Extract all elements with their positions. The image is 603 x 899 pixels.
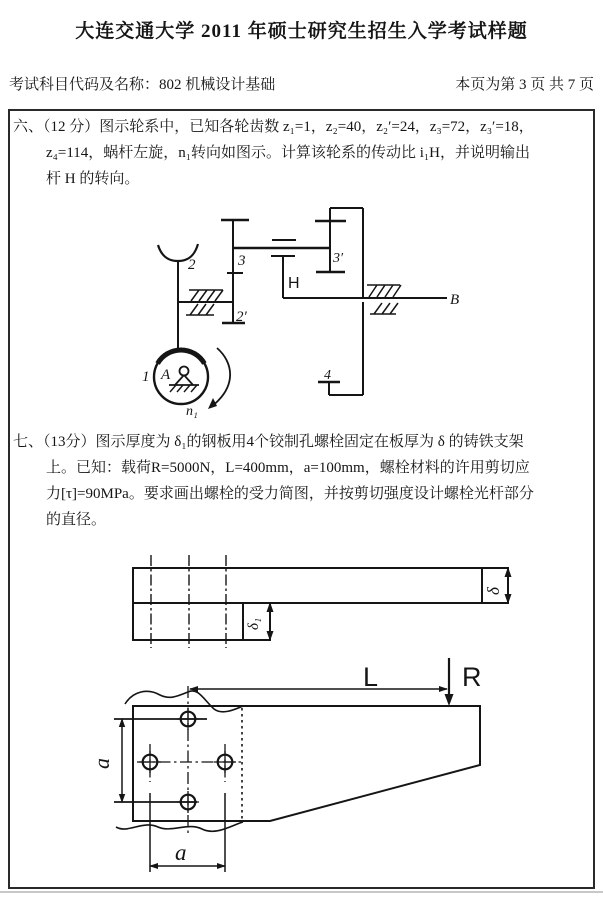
problem-7-line-4: 的直径。	[46, 512, 107, 528]
carrier-H	[233, 240, 459, 308]
bolt-top	[177, 708, 199, 730]
shaft-2p-3	[221, 220, 249, 325]
side-view	[133, 555, 512, 648]
page-title: 大连交通大学 2011 年硕士研究生招生入学考试样题	[75, 21, 528, 42]
delta1-label: δ₁	[246, 617, 262, 630]
worm-1	[142, 348, 230, 419]
extension-lines-horizontal	[114, 719, 207, 802]
dimension-a-bottom	[149, 840, 226, 869]
rotation-arrow	[211, 348, 230, 407]
break-line-bottom	[116, 822, 243, 831]
dim-a-bottom-label: a	[175, 840, 187, 865]
n1-label: n₁	[186, 404, 198, 419]
carrier-h-label: H	[288, 275, 300, 292]
page-bottom-rule	[0, 891, 603, 893]
problem-7-line-3: 力[τ]=90MPa。要求画出螺栓的受力简图，并按剪切强度设计螺栓光杆部分	[46, 486, 534, 502]
force-R	[445, 658, 482, 706]
problem-7-text	[13, 429, 593, 533]
dimension-a-left	[89, 718, 125, 803]
shaft-b-label: B	[450, 292, 460, 308]
worm-1-label: 1	[142, 369, 150, 385]
wheel-2-label: 2	[188, 257, 196, 273]
gear-train-diagram	[0, 195, 603, 427]
subject-code-label: 考试科目代码及名称：802 机械设计基础	[9, 77, 276, 93]
pivot-a-icon	[180, 367, 189, 376]
left-bearing	[178, 290, 233, 315]
gear-4-label: 4	[324, 368, 331, 383]
problem-6-line-3: 杆 H 的转向。	[46, 171, 140, 187]
horizontal-centerlines	[137, 744, 242, 782]
dimension-L	[189, 662, 448, 692]
gear-3p-label: 3′	[333, 251, 344, 266]
gear-2p-label: 2′	[236, 309, 247, 325]
bolt-right	[214, 751, 236, 773]
delta-label: δ	[484, 587, 503, 595]
problem-7-line-1: 七、（13分）图示厚度为 δ₁的钢板用4个铰制孔螺栓固定在板厚为 δ 的铸铁支架	[13, 434, 524, 450]
header-row	[9, 73, 594, 94]
dim-a-left-label: a	[89, 758, 114, 769]
shaft-3p-4	[315, 208, 363, 395]
bolted-bracket-diagram	[0, 548, 603, 893]
problem-7-line-2: 上。已知：载荷R=5000N，L=400mm，a=100mm，螺栓材料的许用剪切应	[46, 460, 530, 476]
bolt-bottom	[177, 791, 199, 813]
bracket-outline	[133, 706, 480, 821]
problem-6-line-1: 六、（12 分）图示轮系中，已知各轮齿数 z₁=1，z₂=40，z₂′=24，z₃=72，z₃′=18，	[13, 119, 534, 135]
pivot-a-label: A	[161, 367, 171, 383]
page-number-label: 本页为第 3 页 共 7 页	[455, 77, 594, 93]
break-line-top	[125, 691, 243, 712]
gear-3-label: 3	[238, 253, 246, 269]
problem-6-line-2: z₄=114，蜗杆左旋，n₁转向如图示。计算该轮系的传动比 i₁H，并说明输出	[46, 145, 531, 161]
problem-6-text	[13, 114, 593, 192]
worm-wheel-2	[158, 244, 198, 350]
front-view	[89, 658, 482, 872]
right-bearing	[367, 285, 401, 314]
force-r-label: R	[462, 662, 482, 692]
bolt-left	[139, 751, 161, 773]
dim-l-label: L	[363, 662, 379, 692]
